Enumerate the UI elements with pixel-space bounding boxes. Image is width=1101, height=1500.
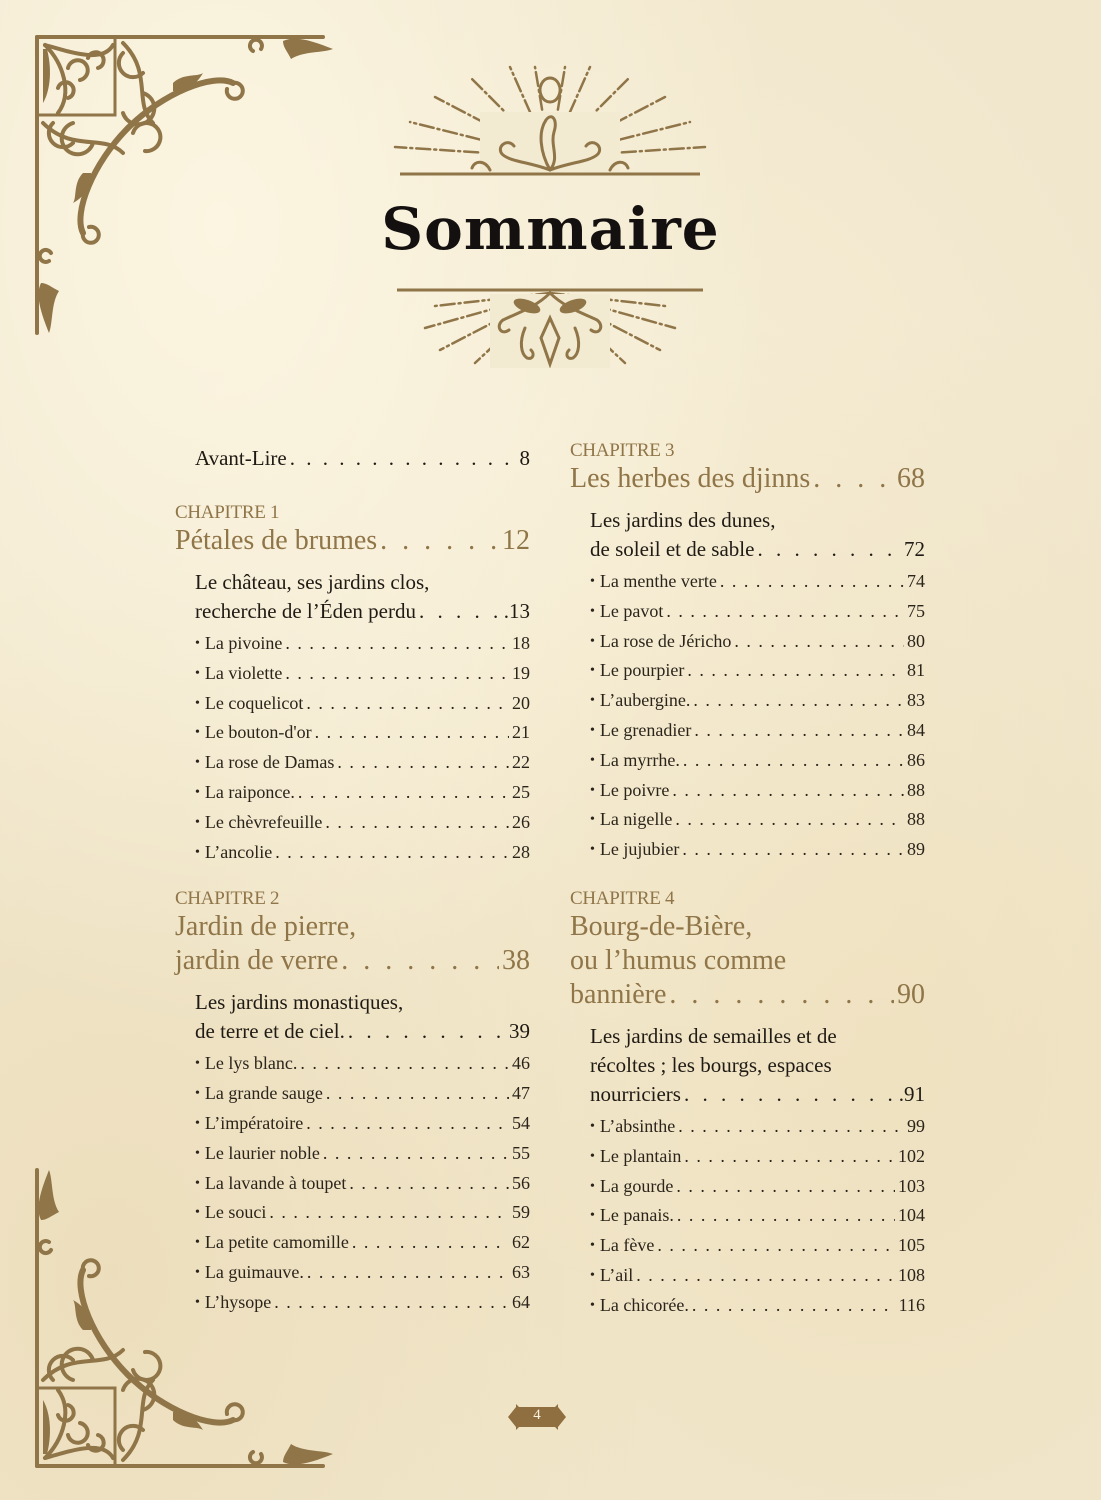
toc-item[interactable] (195, 1259, 530, 1289)
bullet-icon: • (590, 812, 595, 828)
chapter-title[interactable] (570, 910, 925, 1012)
dot-leader (419, 597, 501, 626)
section-title-line: nourriciers (590, 1081, 681, 1106)
section-title-line: recherche de l’Éden perdu (195, 599, 416, 623)
bullet-icon: • (195, 1056, 200, 1072)
bullet-icon: • (590, 1297, 595, 1313)
chapter-title[interactable] (570, 462, 925, 496)
bullet-icon: • (195, 725, 200, 741)
dot-leader (813, 462, 894, 496)
toc-item[interactable] (590, 1202, 925, 1232)
toc-item-label: La rose de Damas (204, 752, 335, 773)
dot-leader (325, 809, 509, 837)
dot-leader (657, 1232, 895, 1260)
chapter-title-text: jardin de verre (175, 945, 339, 977)
dot-leader (720, 568, 904, 596)
toc-item[interactable] (195, 1140, 530, 1170)
dot-leader (348, 1017, 506, 1046)
toc-item-label: Le pourpier (599, 660, 685, 681)
chapter-label: CHAPITRE 1 (175, 502, 280, 523)
toc-item[interactable] (195, 1229, 530, 1259)
title-ornament-top-icon (390, 62, 710, 177)
bullet-icon: • (195, 844, 200, 860)
bullet-icon: • (590, 1178, 595, 1194)
dot-leader (352, 1229, 509, 1257)
dot-leader (669, 978, 894, 1012)
toc-item-page: 84 (907, 719, 925, 740)
dot-leader (684, 1080, 896, 1109)
dot-leader (307, 1259, 509, 1287)
toc-item[interactable] (195, 1170, 530, 1200)
toc-item-label: Le lys blanc. (204, 1053, 298, 1074)
toc-item[interactable] (195, 1110, 530, 1140)
toc-item[interactable] (590, 657, 925, 687)
dot-leader (285, 630, 509, 658)
toc-item-label: Le plantain (599, 1145, 682, 1166)
dot-leader (677, 1202, 895, 1230)
bullet-icon: • (590, 842, 595, 858)
page-title: Sommaire (381, 195, 720, 263)
bullet-icon: • (195, 1294, 200, 1310)
bullet-icon: • (195, 784, 200, 800)
chapter-label: CHAPITRE 2 (175, 888, 280, 910)
dot-leader (687, 657, 904, 685)
toc-item-page: 28 (512, 841, 530, 862)
toc-item[interactable] (590, 717, 925, 747)
chapter-4 (570, 888, 925, 1322)
section-title-line: de soleil et de sable (590, 537, 755, 561)
item-list (570, 568, 925, 866)
toc-item-label: La fève (599, 1235, 655, 1256)
toc-item[interactable] (195, 749, 530, 779)
toc-item[interactable] (590, 777, 925, 807)
dot-leader (678, 1113, 904, 1141)
toc-item-label: L’impératoire (204, 1112, 304, 1133)
dot-leader (323, 1140, 509, 1168)
dot-leader (306, 690, 509, 718)
toc-item-label: Le coquelicot (204, 692, 304, 713)
toc-item-page: 89 (907, 839, 925, 860)
toc-item-page: 74 (907, 571, 925, 591)
toc-item-page: 20 (512, 692, 530, 713)
chapter-title-text: Jardin de pierre, (175, 911, 357, 943)
toc-item-page: 64 (512, 1291, 530, 1312)
bullet-icon: • (195, 1145, 200, 1161)
toc-item[interactable] (195, 1050, 530, 1080)
toc-item-page: 62 (512, 1232, 530, 1253)
toc-item-page: 81 (907, 660, 925, 681)
dot-leader (675, 806, 904, 834)
bullet-icon: • (590, 693, 595, 709)
section-page: .91 (898, 1081, 925, 1106)
toc-entry-label: Avant-Lire (195, 446, 287, 470)
chapter-title-text: ou l’humus comme (570, 944, 787, 976)
toc-item-label: Le laurier noble (204, 1142, 320, 1163)
dot-leader (274, 1289, 509, 1317)
dot-leader (269, 1199, 509, 1227)
toc-item[interactable] (590, 568, 925, 598)
dot-leader (734, 628, 904, 656)
toc-item[interactable] (590, 628, 925, 658)
toc-item-label: L’ail (599, 1264, 634, 1285)
dot-leader (306, 1110, 509, 1138)
chapter-3 (570, 440, 925, 866)
dot-leader (285, 660, 509, 688)
toc-entry-page: 8 (519, 446, 530, 470)
bullet-icon: • (590, 633, 595, 649)
toc-item-label: La petite camomille (204, 1232, 349, 1253)
toc-item-page: 22 (512, 752, 530, 773)
dot-leader (275, 839, 509, 867)
toc-item-page: 102 (898, 1145, 925, 1166)
toc-item-label: L’absinthe (599, 1115, 676, 1136)
bullet-icon: • (195, 695, 200, 711)
toc-item-page: 103 (898, 1175, 925, 1196)
bullet-icon: • (590, 574, 595, 589)
section-title-line: Les jardins monastiques, (195, 990, 404, 1015)
toc-item-label: La nigelle (599, 809, 673, 830)
toc-column-left (175, 446, 530, 1319)
section-title-line: de terre et de ciel. (195, 1019, 345, 1044)
toc-item-page: 19 (512, 662, 530, 683)
toc-item-page: 83 (907, 690, 925, 711)
dot-leader (636, 1262, 895, 1290)
toc-item-page: 86 (907, 749, 925, 770)
toc-item-label: Le grenadier (599, 719, 692, 740)
dot-leader (692, 1292, 896, 1320)
chapter-title[interactable] (175, 910, 530, 978)
dot-leader (683, 747, 904, 775)
bullet-icon: • (590, 782, 595, 798)
toc-item-label: La grande sauge (204, 1083, 323, 1104)
chapter-label: CHAPITRE 4 (570, 887, 675, 909)
chapter-page: 68 (897, 463, 925, 494)
bullet-icon: • (590, 722, 595, 738)
toc-item[interactable] (590, 1143, 925, 1173)
bullet-icon: • (590, 1118, 595, 1134)
bullet-icon: • (195, 1235, 200, 1251)
chapter-title-text: Bourg-de-Bière, (570, 910, 753, 942)
chapter-title-text: Pétales de brumes (175, 525, 378, 556)
title-ornament-bottom-icon (395, 288, 705, 368)
toc-item[interactable] (590, 598, 925, 628)
bullet-icon: • (195, 636, 200, 651)
toc-item-label: L’ancolie (204, 841, 273, 862)
section-entry[interactable] (175, 988, 530, 1046)
chapter-title-text: bannière (570, 978, 667, 1010)
toc-item-page: 88 (907, 779, 925, 800)
toc-item-label: La chicorée. (599, 1294, 689, 1315)
dot-leader (298, 779, 509, 807)
item-list (175, 1050, 530, 1318)
toc-item-page: 99 (907, 1115, 925, 1136)
bullet-icon: • (195, 755, 200, 771)
dot-leader (337, 749, 509, 777)
toc-item-label: La menthe verte (599, 571, 717, 591)
toc-item-label: L’aubergine. (599, 690, 691, 711)
section-entry[interactable] (175, 568, 530, 626)
toc-item-page: 26 (512, 811, 530, 832)
bullet-icon: • (590, 663, 595, 679)
bullet-icon: • (590, 603, 595, 619)
toc-item-label: La rose de Jéricho (599, 630, 732, 651)
toc-item-label: La pivoine (204, 633, 283, 653)
toc-item-label: L’hysope (204, 1291, 272, 1312)
dot-leader (757, 535, 901, 564)
chapter-page: 38 (502, 945, 530, 977)
toc-item-label: Le chèvrefeuille (204, 811, 323, 832)
toc-item-page: 80 (907, 630, 925, 651)
dot-leader (684, 1143, 895, 1171)
dot-leader (341, 944, 499, 978)
toc-item-label: La raiponce. (204, 781, 295, 802)
toc-item-label: Le poivre (599, 779, 670, 800)
chapter-1 (175, 502, 530, 868)
bullet-icon: • (195, 1205, 200, 1221)
chapter-label: CHAPITRE 3 (570, 440, 675, 461)
toc-item-label: Le pavot (599, 600, 664, 621)
toc-item-page: 75 (907, 600, 925, 621)
toc-column-right (570, 440, 925, 1322)
dot-leader (672, 777, 904, 805)
section-title-line: récoltes ; les bourgs, espaces (590, 1052, 832, 1077)
section-title-line: Les jardins des dunes, (590, 508, 776, 532)
toc-item[interactable] (195, 1199, 530, 1229)
toc-item[interactable] (590, 1113, 925, 1143)
chapter-page: 12 (502, 525, 530, 556)
section-page: 39 (509, 1019, 530, 1044)
bullet-icon: • (195, 1115, 200, 1131)
bullet-icon: • (195, 1264, 200, 1280)
toc-item-page: 21 (512, 722, 530, 743)
bullet-icon: • (590, 752, 595, 768)
dot-leader (326, 1080, 509, 1108)
section-title-line: Le château, ses jardins clos, (195, 570, 430, 594)
dot-leader (380, 524, 499, 558)
dot-leader (666, 598, 904, 626)
bullet-icon: • (590, 1238, 595, 1254)
toc-item-page: 116 (898, 1294, 925, 1315)
section-page: .13 (503, 599, 530, 623)
toc-item-page: 63 (512, 1261, 530, 1282)
dot-leader (290, 446, 517, 471)
toc-item[interactable] (195, 630, 530, 660)
toc-item[interactable] (195, 690, 530, 720)
item-list (570, 1113, 925, 1322)
section-entry[interactable] (570, 1022, 925, 1109)
dot-leader (349, 1170, 509, 1198)
toc-item[interactable] (195, 809, 530, 839)
toc-item-page: 25 (512, 781, 530, 802)
toc-item-page: 88 (907, 809, 925, 830)
toc-item[interactable] (195, 1289, 530, 1319)
toc-item-page: 18 (512, 633, 530, 653)
dot-leader (682, 836, 904, 864)
toc-item-page: 105 (898, 1235, 925, 1256)
toc-item[interactable] (590, 1292, 925, 1322)
item-list (175, 630, 530, 868)
toc-item[interactable] (195, 839, 530, 869)
toc-item-page: 54 (512, 1112, 530, 1133)
toc-item[interactable] (590, 806, 925, 836)
toc-item-label: La lavande à toupet (204, 1172, 347, 1193)
dot-leader (300, 1050, 509, 1078)
bullet-icon: • (590, 1267, 595, 1283)
page-number-badge (506, 1402, 568, 1432)
toc-item[interactable] (195, 719, 530, 749)
toc-item-page: 46 (512, 1053, 530, 1074)
dot-leader (693, 687, 904, 715)
toc-entry-avant-lire[interactable] (175, 446, 530, 476)
section-entry[interactable] (570, 506, 925, 564)
bullet-icon: • (590, 1148, 595, 1164)
toc-item-label: La violette (204, 662, 283, 683)
bullet-icon: • (195, 1086, 200, 1102)
toc-item[interactable] (195, 660, 530, 690)
chapter-title[interactable] (175, 524, 530, 558)
toc-item[interactable] (590, 1173, 925, 1203)
toc-item[interactable] (195, 1080, 530, 1110)
chapter-title-text: Les herbes des djinns (570, 463, 811, 494)
toc-item-page: 55 (512, 1142, 530, 1163)
corner-ornament-top-left-icon (33, 33, 338, 338)
toc-item-page: 56 (512, 1172, 530, 1193)
toc-item[interactable] (195, 779, 530, 809)
toc-item-label: La guimauve. (204, 1261, 304, 1282)
toc-item-label: Le souci (204, 1202, 267, 1223)
toc-item[interactable] (590, 687, 925, 717)
toc-item[interactable] (590, 836, 925, 866)
toc-item[interactable] (590, 747, 925, 777)
toc-item-page: 104 (898, 1205, 925, 1226)
toc-item-label: Le bouton-d'or (204, 722, 312, 743)
toc-item-page: 47 (512, 1083, 530, 1104)
section-title-line: Les jardins de semailles et de (590, 1023, 837, 1048)
bullet-icon: • (195, 665, 200, 681)
bullet-icon: • (590, 1208, 595, 1224)
toc-item[interactable] (590, 1262, 925, 1292)
bullet-icon: • (195, 814, 200, 830)
bullet-icon: • (195, 1175, 200, 1191)
dot-leader (676, 1173, 895, 1201)
dot-leader (694, 717, 904, 745)
chapter-2 (175, 888, 530, 1318)
toc-item-label: Le panais. (599, 1205, 674, 1226)
toc-item-label: La gourde (599, 1175, 674, 1196)
page-number: 4 (533, 1407, 541, 1423)
section-page: 72 (904, 537, 925, 561)
toc-item-label: La myrrhe. (599, 749, 680, 770)
toc-item-page: 108 (898, 1264, 925, 1285)
toc-item-page: 59 (512, 1202, 530, 1223)
toc-item-label: Le jujubier (599, 839, 680, 860)
toc-item[interactable] (590, 1232, 925, 1262)
dot-leader (315, 719, 509, 747)
chapter-page: 90 (897, 978, 925, 1010)
